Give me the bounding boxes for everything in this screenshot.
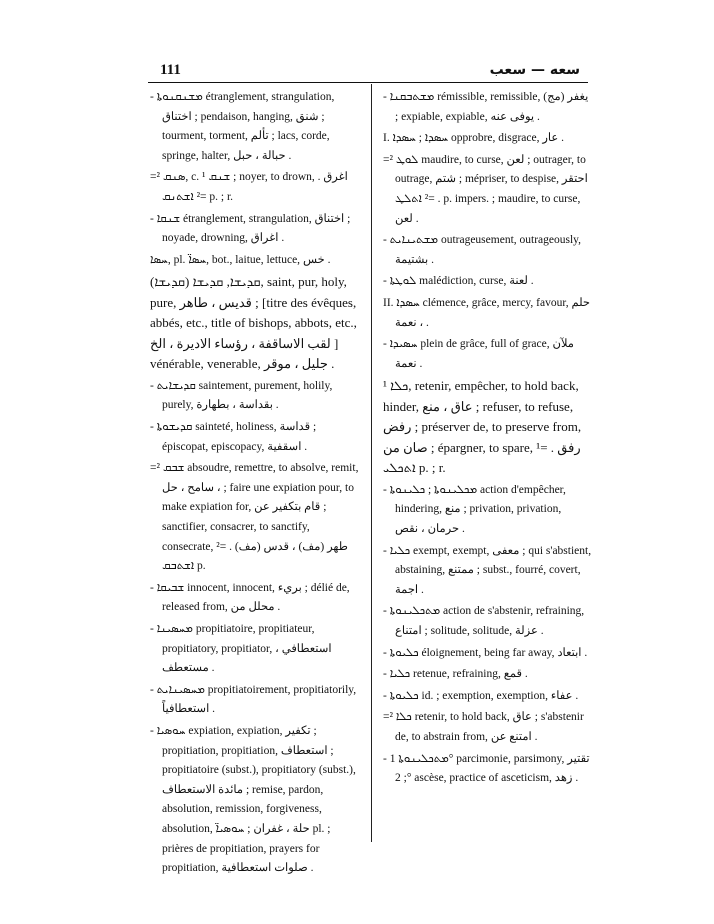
dictionary-entry: - ܫܒܝܩܐ innocent, innocent, بريء ; délié de, released from, محلل من . [150,581,350,614]
dictionary-entry: - ܠܘܛܬܐ malédiction, curse, لعنة . [383,275,534,288]
dictionary-entry: - ܟܠܝܐ exempt, exempt, معفى ; qui s'abstient, abstaining, ممتنع ; subst., fourré, covert, اجمة . [383,544,592,596]
dictionary-entry: - ܡܫܢܩܢܘܬܐ étranglement, strangulation, اختناق ; pendaison, hanging, شنق ; tourment, torment, تألم ; lacs, corde, springe, halter, حبالة ، حبل . [150,91,335,162]
column-divider [371,84,372,842]
dictionary-entry: - ܩܕܝܫܘܬܐ sainteté, holiness, قداسة ; épiscopat, episcopacy, اسقفية . [150,421,317,453]
dictionary-entry: - ܚܘܣܝܐ expiation, expiation, تكفير ; propitiation, propitiation, استعطاف ; propitiatoire (subst.), propitiatory (subst.), مائدة الاستعطاف ; remise, pardon, absolution, remission, forgiveness, absolution, حلة ، غفران ; ܚܘܣܝܐ̈ pl. ; prières de propitiation, prayers for propitiation, صلوات استعطافية . [150,724,356,875]
dictionary-entry: II. ܚܣܕܐ clémence, grâce, mercy, favour, حلم ، نعمة . [383,296,591,329]
dictionary-entry: - ܚܣܝܕܐ plein de grâce, full of grace, ملآن نعمة . [383,338,574,370]
dictionary-entry: - ܡܬܟܠܝܢܘܬܐ 1° parcimonie, parsimony, تقتير ; 2° ascèse, practice of asceticism, زهد . [383,752,590,785]
dictionary-entry: - ܡܟܠܝܢܘܬܐ ; ܟܠܝܢܘܬܐ action d'empêcher, hindering, منع ; privation, privation, حرمان ، نقص . [383,483,566,535]
dictionary-entry: - ܡܫܬܒܩܢܐ rémissible, remissible, (مج) يغفر ; expiable, expiable, يوفى عنه . [383,91,589,123]
dictionary-entry: =² ܣܢܩ, c. ¹ ܫܢܩ ; noyer, to drown, اغرق . =² ܐܫܬܢܩ p. ; r. [150,171,348,203]
dictionary-entry: I. ܚܣܕܐ ; ܚܣܕܐ opprobre, disgrace, عار . [383,132,565,145]
dictionary-entry: - ܡܚܣܝܢܐ propitiatoire, propitiateur, propitiatory, propitiator, استعطافي ، مستعطف . [150,622,332,675]
page-number: 111 [160,62,181,78]
dictionary-entry: ¹ ܟܠܐ, retenir, empêcher, to hold back, hinder, عاق ، منع ; refuser, to refuse, رفض ; préserver de, to preserve from, صان من ; épargner, to spare, رفق . =¹ ܐܬܟܠܝ p. ; r. [383,378,582,476]
header-rule [148,82,588,83]
dictionary-entry: =² ܟܠܐ retenir, to hold back, عاق ; s'abstenir de, to abstrain from, امتنع عن . [383,711,584,743]
dictionary-entry: =² ܠܘܛ maudire, to curse, لعن ; outrager, to outrage, شتم ; mépriser, to despise, احتقر . =² ܐܬܠܛ p. impers. ; maudire, to curse, لعن . [383,153,588,225]
dictionary-entry: - ܫܢܩܐ étranglement, strangulation, اختناق ; noyade, drowning, اغراق . [150,212,351,245]
right-column [383,88,593,791]
dictionary-entry: - ܡܬܟܠܝܢܘܬܐ action de s'abstenir, refraining, امتناع ; solitude, solitude, عزلة . [383,605,585,637]
dictionary-entry: - ܡܚܣܝܢܐܝܬ propitiatoirement, propitiatorily, استعطافياً . [150,683,357,716]
dictionary-entry: ܚܣܐ, pl. ܚܣܐ̈, bot., laitue, lettuce, خس . [150,253,331,266]
dictionary-entry: - ܩܕܝܫܐܝܬ saintement, purement, holily, purely, بقداسة ، بطهارة . [150,379,333,412]
left-column [150,88,360,881]
dictionary-entry: =² ܫܒܩ absoudre, remettre, to absolve, remit, سامح ، حل ، ; faire une expiation pour, to make expiation for, قام بتكفير عن ; sanctifier, consacrer, to sanctify, consecrate, طهر (مف) ، قدس (مف) . =² ܐܫܬܒܩ p. [150,462,359,573]
dictionary-entry: - ܟܠܝܘܬܐ éloignement, being far away, ابتعاد . [383,646,588,659]
dictionary-entry: - ܟܠܝܐ retenue, refraining, قمع . [383,668,528,681]
page-header [160,62,580,82]
dictionary-entry: - ܟܠܝܘܬܐ id. ; exemption, exemption, عفاء . [383,689,579,702]
dictionary-entry: (ܩܕܝܫܐ) ܩܕܝܫܐ, ܩܕܝܫܐ, saint, pur, holy, pure, قديس ، طاهر ; [titre des évêques, abbés, etc., title of bishops, abbots, etc., لقب الاساقفة ، رؤساء الاديرة ، الخ ] vénérable, venerable, جليل ، موقر . [150,274,357,372]
dictionary-entry: - ܡܫܬܝܢܐܝܬ outrageusement, outrageously, بشتيمة . [383,234,582,266]
running-head: سعه — سعب [489,62,580,78]
